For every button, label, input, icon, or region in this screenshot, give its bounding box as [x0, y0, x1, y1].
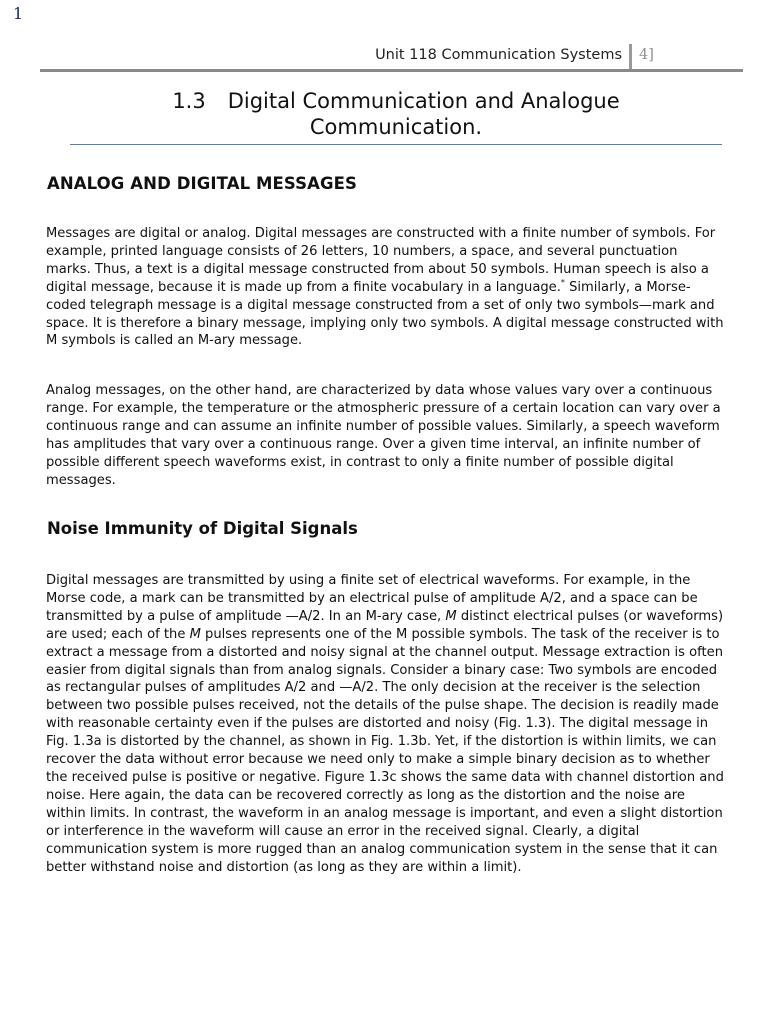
section-title [70, 88, 722, 140]
symbol-m-2: M [189, 626, 201, 642]
section-number: 1.3 [172, 89, 206, 113]
section-title-line1 [70, 88, 722, 114]
paragraph-noise-immunity [46, 572, 726, 876]
paragraph-messages [46, 225, 726, 350]
heading-noise-immunity: Noise Immunity of Digital Signals [47, 519, 358, 538]
page-number: 1 [13, 4, 24, 23]
title-rule [70, 144, 722, 145]
paragraph-messages-part1: Messages are digital or analog. Digital messages are constructed with a finite number of symbols. For example, printed language consists of 26 letters, 10 numbers, a space, and several punctuation marks. Thus, a text is a digital message constructed from about 50 symbols. Human speech is also a digital message, because it is made up from a finite vocabulary in a language. [46, 226, 716, 295]
paragraph-noise-part2: distinct electrical pulses (or waveforms) are used; each of the [46, 608, 724, 642]
footnote-mark[interactable]: * [560, 277, 565, 287]
section-title-text-2: Communication. [309, 115, 483, 139]
running-header [0, 44, 768, 72]
paragraph-noise-part1: Digital messages are transmitted by using a finite set of electrical waveforms. For example, in the Morse code, a mark can be transmitted by an electrical pulse of amplitude A/2, and a space can be transmitted by a pulse of amplitude —A/2. In an M-ary case, [46, 573, 698, 624]
heading-analog-digital-messages: ANALOG AND DIGITAL MESSAGES [47, 174, 358, 193]
paragraph-messages-part2: Similarly, a Morse-coded telegraph message is a digital message constructed from a set of only two symbols—mark and space. It is therefore a binary message, implying only two symbols. A digital message constructed with M symbols is called an M-ary message. [46, 279, 724, 349]
paragraph-analog-messages: Analog messages, on the other hand, are characterized by data whose values vary over a continuous range. For example, the temperature or the atmospheric pressure of a certain location can vary over a continuous range and can assume an infinite number of possible values. Similarly, a speech waveform has amplitudes that vary over a continuous range. Over a given time interval, an infinite number of possible different speech waveforms exist, in contrast to only a finite number of possible digital messages. [46, 383, 721, 488]
header-rule [40, 69, 743, 72]
running-header-page: 4] [639, 47, 654, 63]
running-header-separator [629, 44, 632, 70]
running-header-title: Unit 118 Communication Systems [375, 47, 622, 63]
section-title-text-1: Digital Communication and Analogue [227, 89, 620, 113]
paragraph-noise-part3: pulses represents one of the M possible symbols. The task of the receiver is to extract a message from a distorted and noisy signal at the channel output. Message extraction is often easier from digital signals than from analog signals. Consider a binary case: Two symbols are encoded as rectangular pulses of amplitudes A/2 and —A/2. The only decision at the receiver is the selection between two possible pulses received, not the details of the pulse shape. The decision is readily made with reasonable certainty even if the pulses are distorted and noisy (Fig. 1.3). The digital message in Fig. 1.3a is distorted by the channel, as shown in Fig. 1.3b. Yet, if the distortion is within limits, we can recover the data without error because we need only to make a simple binary decision as to whether the received pulse is positive or negative. Figure 1.3c shows the same data with channel distortion and noise. Here again, the data can be recovered correctly as long as the distortion and the noise are within limits. In contrast, the waveform in an analog message is important, and even a slight distortion or interference in the waveform will cause an error in the received signal. Clearly, a digital communication system is more rugged than an analog communication system in the sense that it can better withstand noise and distortion (as long as they are within a limit). [46, 626, 724, 875]
symbol-m-1: M [445, 608, 457, 624]
